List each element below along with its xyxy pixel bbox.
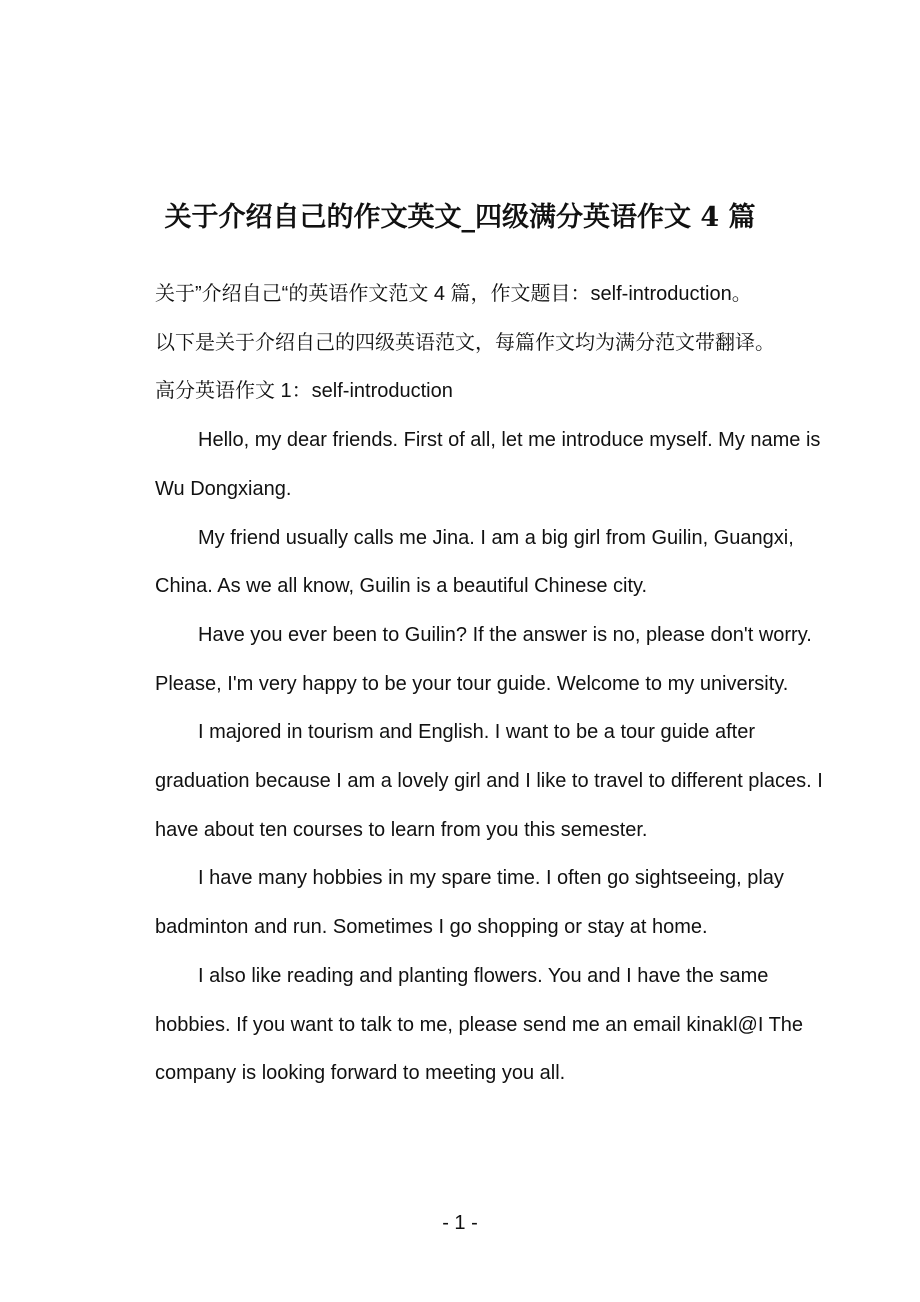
- page-number: - 1 -: [442, 1212, 478, 1234]
- essay-paragraph-1: Hello, my dear friends. First of all, let me introduce myself. My name is Wu Dongxiang.: [155, 429, 826, 500]
- essay-paragraph-4: I majored in tourism and English. I want to be a tour guide after graduation because I am a lovely girl and I like to travel to different places. I have about ten courses to learn from you this semester.: [155, 721, 829, 841]
- document-title: 关于介绍自己的作文英文_四级满分英语作文 4 篇: [164, 202, 756, 233]
- intro-line-1: 关于”介绍自己“的英语作文范文 4 篇，作文题目：self-introduction。: [155, 283, 752, 305]
- essay-paragraph-5: I have many hobbies in my spare time. I often go sightseeing, play badminton and run. Sometimes I go shopping or stay at home.: [155, 867, 790, 939]
- essay-heading: 高分英语作文 1：self-introduction: [155, 380, 453, 403]
- document-body: [155, 270, 829, 1098]
- essay-paragraph-6: I also like reading and planting flowers. You and I have the same hobbies. If you want to talk to me, please send me an email kinakl@I The company is looking forward to meeting you all.: [155, 964, 809, 1085]
- essay-paragraph-2: My friend usually calls me Jina. I am a big girl from Guilin, Guangxi, China. As we all know, Guilin is a beautiful Chinese city.: [155, 526, 800, 598]
- essay-paragraph-3: Have you ever been to Guilin? If the answer is no, please don't worry. Please, I'm very happy to be your tour guide. Welcome to my university.: [155, 623, 818, 695]
- intro-line-2: 以下是关于介绍自己的四级英语范文，每篇作文均为满分范文带翻译。: [155, 331, 775, 354]
